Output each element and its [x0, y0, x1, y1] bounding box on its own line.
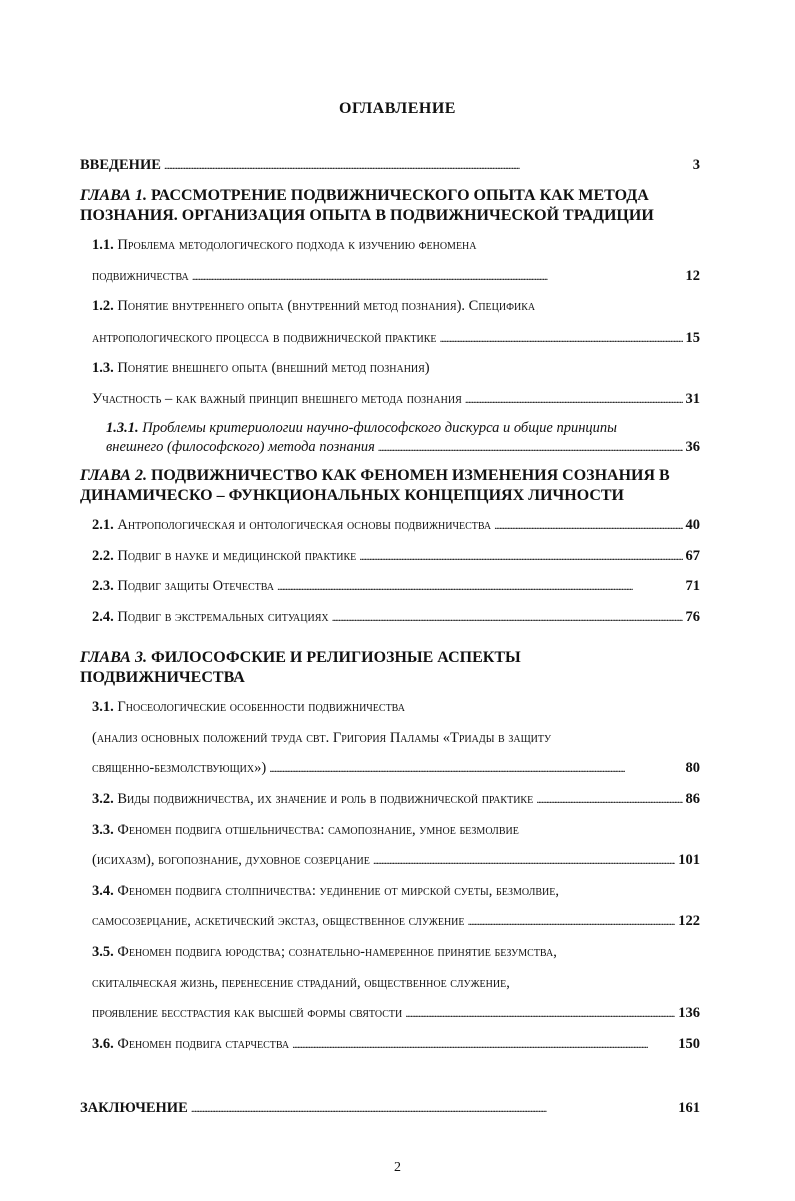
toc-entry-3-1-cont[interactable] [92, 760, 700, 777]
toc-entry-3-4-cont[interactable] [92, 913, 700, 930]
dot-leader [439, 330, 682, 347]
page-number: 2 [394, 1160, 401, 1175]
toc-entry-3-1-line2[interactable] [92, 730, 551, 747]
toc-page-number: 31 [685, 391, 700, 407]
toc-page-number: 101 [678, 852, 700, 868]
section-text-line2: Участность – как важный принцип внешнего метода познания [92, 391, 462, 407]
toc-entry-3-3[interactable] [92, 822, 519, 839]
chapter-title-line1: ФИЛОСОФСКИЕ И РЕЛИГИОЗНЫЕ АСПЕКТЫ [150, 649, 521, 666]
section-number: 2.4. [92, 609, 114, 625]
toc-page-number: 36 [685, 439, 700, 455]
section-number: 3.2. [92, 791, 114, 807]
toc-entry-3-6[interactable] [92, 1036, 700, 1053]
toc-entry-3-4[interactable] [92, 883, 559, 900]
toc-entry-1-3[interactable] [92, 360, 430, 377]
toc-entry-2-1[interactable] [92, 517, 700, 534]
toc-page-number: 71 [685, 578, 700, 594]
section-text-line1: Проблемы критериологии научно-философского дискурса и общие принципы [142, 420, 617, 436]
toc-page-number: 15 [685, 330, 700, 346]
dot-leader [332, 609, 683, 626]
section-text-line1: Проблема методологического подхода к изучению феномена [117, 237, 477, 253]
section-text-line2: антропологического процесса в подвижнической практике [92, 330, 437, 346]
dot-leader [494, 517, 682, 534]
section-number: 1.2. [92, 298, 114, 314]
dot-leader [277, 578, 682, 595]
toc-entry-conclusion[interactable] [80, 1100, 700, 1117]
chapter-title-line2: ПОЗНАНИЯ. ОРГАНИЗАЦИЯ ОПЫТА В ПОДВИЖНИЧЕСКОЙ ТРАДИЦИИ [80, 207, 654, 224]
section-text: Подвиг в экстремальных ситуациях [117, 609, 329, 625]
section-text-line2: подвижничества [92, 268, 189, 284]
section-text-line1: Гносеологические особенности подвижничества [117, 699, 405, 715]
section-number: 3.5. [92, 944, 114, 960]
section-number: 2.3. [92, 578, 114, 594]
dot-leader [164, 157, 690, 174]
section-text-line1: Феномен подвига отшельничества: самопознание, умное безмолвие [117, 822, 519, 838]
toc-entry-1-3-1-cont[interactable] [106, 439, 700, 456]
chapter-title-line2: ДИНАМИЧЕСКО – ФУНКЦИОНАЛЬНЫХ КОНЦЕПЦИЯХ ЛИЧНОСТИ [80, 487, 624, 504]
section-number: 3.6. [92, 1036, 114, 1052]
toc-page-number: 122 [678, 913, 700, 929]
toc-page-number: 86 [685, 791, 700, 807]
section-text-line2: скитальческая жизнь, перенесение страданий, общественное служение, [92, 975, 510, 991]
toc-entry-3-2[interactable] [92, 791, 700, 808]
dot-leader [465, 391, 683, 408]
section-text-line3: проявление бесстрастия как высшей формы святости [92, 1005, 403, 1021]
chapter-title-line1: РАССМОТРЕНИЕ ПОДВИЖНИЧЕСКОГО ОПЫТА КАК МЕТОДА [150, 187, 649, 204]
toc-entry-2-2[interactable] [92, 548, 700, 565]
toc-page-number: 161 [678, 1100, 700, 1116]
section-text-line1: Понятие внутреннего опыта (внутренний метод познания). Специфика [117, 298, 536, 314]
dot-leader [378, 439, 683, 456]
dot-leader [269, 760, 682, 777]
toc-entry-3-5-cont[interactable] [92, 1005, 700, 1022]
dot-leader [373, 852, 675, 869]
toc-page-number: 3 [692, 157, 700, 173]
dot-leader [536, 791, 682, 808]
dot-leader [468, 913, 676, 930]
section-text-line1: Феномен подвига столпничества: уединение от мирской суеты, безмолвие, [117, 883, 560, 899]
chapter-title-line2: ПОДВИЖНИЧЕСТВА [80, 669, 245, 686]
section-text-line2: (анализ основных положений труда свт. Григория Паламы «Триады в защиту [92, 730, 552, 746]
chapter-number: ГЛАВА 3. [80, 649, 147, 666]
section-text: Феномен подвига старчества [117, 1036, 290, 1052]
toc-entry-1-1[interactable] [92, 237, 477, 254]
section-text: Антропологическая и онтологическая основы подвижничества [117, 517, 492, 533]
chapter-2-heading[interactable] [80, 466, 670, 506]
dot-leader [359, 548, 682, 565]
section-text: Подвиг защиты Отечества [117, 578, 275, 594]
section-text: Виды подвижничества, их значение и роль в подвижнической практике [117, 791, 534, 807]
toc-entry-1-2[interactable] [92, 298, 535, 315]
toc-entry-1-1-cont[interactable] [92, 268, 700, 285]
section-text-line2: (исихазм), богопознание, духовное созерцание [92, 852, 370, 868]
toc-entry-2-4[interactable] [92, 609, 700, 626]
section-number: 1.3.1. [106, 420, 139, 436]
dot-leader [405, 1005, 675, 1022]
chapter-number: ГЛАВА 2. [80, 467, 147, 484]
section-text-line1: Феномен подвига юродства; сознательно-намеренное принятие безумства, [117, 944, 557, 960]
toc-entry-label: ВВЕДЕНИЕ [80, 157, 161, 173]
dot-leader [192, 268, 683, 285]
section-text-line2: внешнего (философского) метода познания [106, 439, 375, 455]
chapter-3-heading[interactable] [80, 648, 521, 688]
chapter-1-heading[interactable] [80, 186, 654, 226]
dot-leader [191, 1100, 675, 1117]
chapter-number: ГЛАВА 1. [80, 187, 147, 204]
chapter-title-line1: ПОДВИЖНИЧЕСТВО КАК ФЕНОМЕН ИЗМЕНЕНИЯ СОЗНАНИЯ В [150, 467, 670, 484]
section-number: 3.3. [92, 822, 114, 838]
toc-entry-3-5-line2[interactable] [92, 975, 510, 992]
section-number: 2.1. [92, 517, 114, 533]
toc-entry-3-1[interactable] [92, 699, 405, 716]
section-text-line2: самосозерцание, аскетический экстаз, общественное служение [92, 913, 465, 929]
section-number: 1.1. [92, 237, 114, 253]
section-number: 3.1. [92, 699, 114, 715]
toc-entry-3-3-cont[interactable] [92, 852, 700, 869]
toc-page-number: 67 [685, 548, 700, 564]
section-number: 2.2. [92, 548, 114, 564]
toc-entry-1-3-1[interactable] [106, 420, 617, 437]
section-text-line1: Понятие внешнего опыта (внешний метод познания) [117, 360, 430, 376]
toc-page-number: 136 [678, 1005, 700, 1021]
dot-leader [292, 1036, 675, 1053]
toc-entry-intro[interactable] [80, 157, 700, 174]
toc-entry-1-2-cont[interactable] [92, 330, 700, 347]
toc-entry-2-3[interactable] [92, 578, 700, 595]
toc-entry-label: ЗАКЛЮЧЕНИЕ [80, 1100, 188, 1116]
toc-page-number: 76 [685, 609, 700, 625]
toc-entry-1-3-cont[interactable] [92, 391, 700, 408]
page-title: ОГЛАВЛЕНИЕ [339, 100, 456, 117]
toc-page-number: 150 [678, 1036, 700, 1052]
toc-page-number: 12 [685, 268, 700, 284]
toc-entry-3-5[interactable] [92, 944, 557, 961]
section-number: 1.3. [92, 360, 114, 376]
toc-page-number: 80 [685, 760, 700, 776]
section-number: 3.4. [92, 883, 114, 899]
toc-page-number: 40 [685, 517, 700, 533]
section-text-line3: священно-безмолствующих») [92, 760, 267, 776]
section-text: Подвиг в науке и медицинской практике [117, 548, 357, 564]
